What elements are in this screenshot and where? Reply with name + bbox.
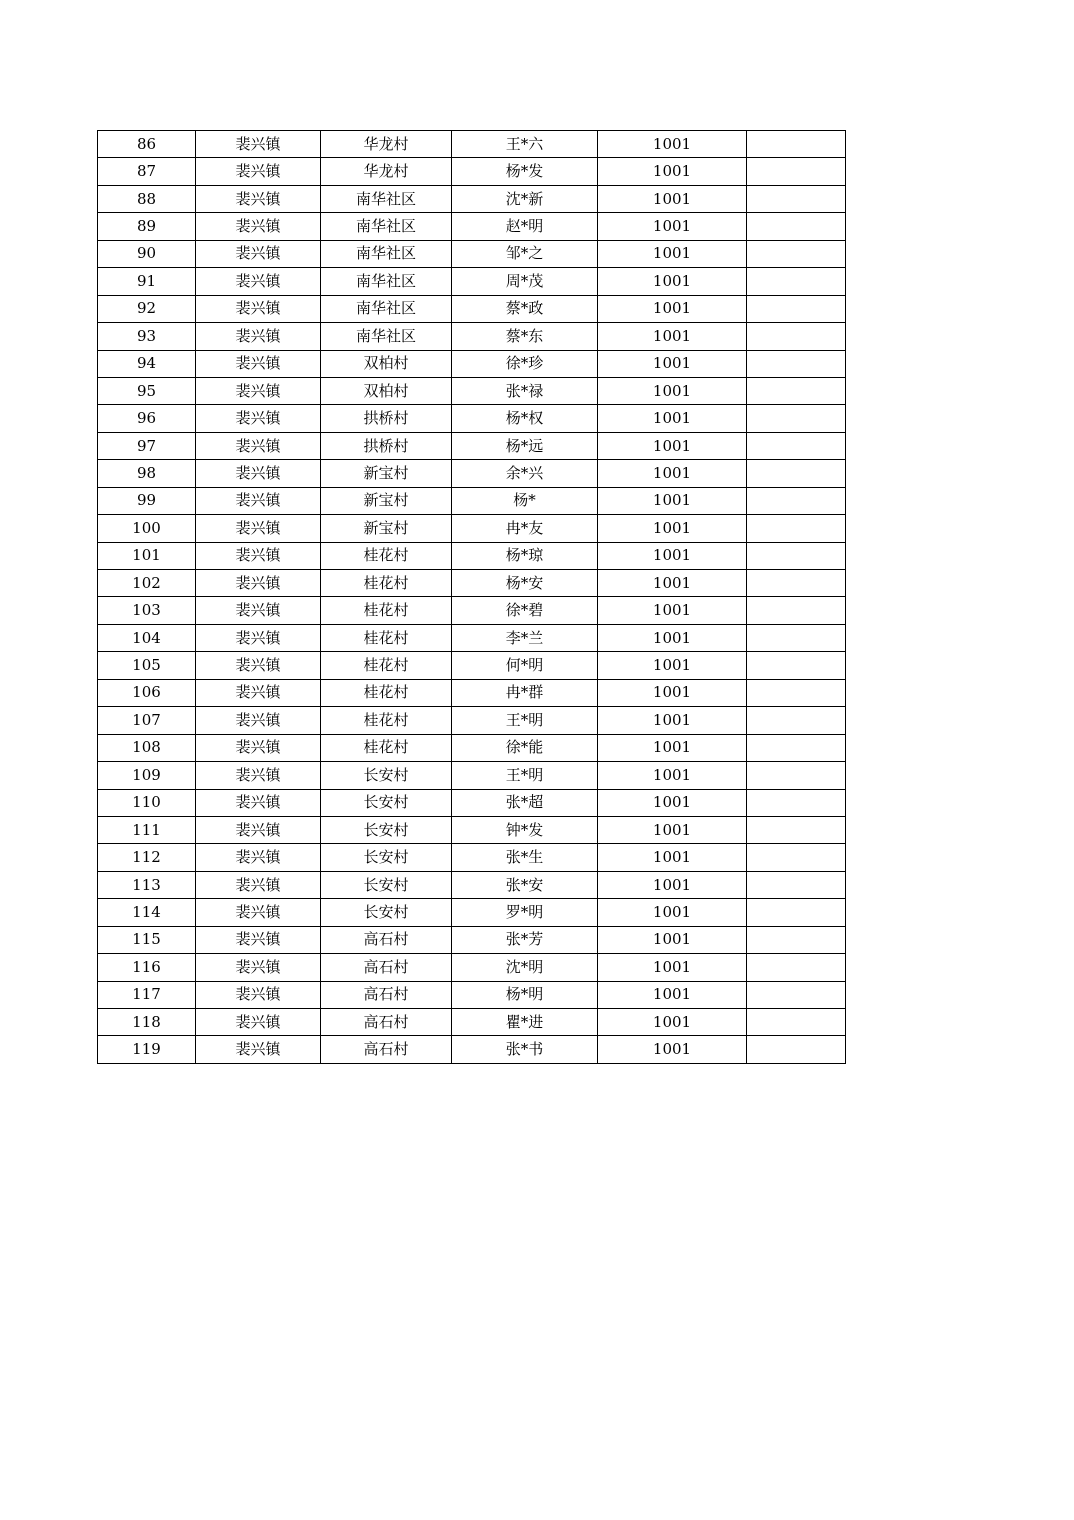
name-cell: 王*明: [452, 707, 598, 734]
amount-cell: 1001: [598, 1009, 747, 1036]
note-cell: [747, 816, 846, 843]
town-cell: 裴兴镇: [196, 240, 321, 267]
note-cell: [747, 899, 846, 926]
name-cell: 李*兰: [452, 624, 598, 651]
village-cell: 长安村: [321, 816, 452, 843]
amount-cell: 1001: [598, 158, 747, 185]
name-cell: 杨*明: [452, 981, 598, 1008]
town-cell: 裴兴镇: [196, 844, 321, 871]
amount-cell: 1001: [598, 734, 747, 761]
town-cell: 裴兴镇: [196, 1009, 321, 1036]
name-cell: 周*茂: [452, 268, 598, 295]
table-row: [98, 350, 846, 377]
serial-number-cell: 109: [98, 762, 196, 789]
village-cell: 拱桥村: [321, 432, 452, 459]
town-cell: 裴兴镇: [196, 542, 321, 569]
amount-cell: 1001: [598, 487, 747, 514]
note-cell: [747, 268, 846, 295]
serial-number-cell: 94: [98, 350, 196, 377]
note-cell: [747, 762, 846, 789]
town-cell: 裴兴镇: [196, 734, 321, 761]
village-cell: 拱桥村: [321, 405, 452, 432]
village-cell: 长安村: [321, 899, 452, 926]
town-cell: 裴兴镇: [196, 323, 321, 350]
serial-number-cell: 86: [98, 131, 196, 158]
name-cell: 冉*友: [452, 515, 598, 542]
name-cell: 杨*发: [452, 158, 598, 185]
serial-number-cell: 101: [98, 542, 196, 569]
serial-number-cell: 93: [98, 323, 196, 350]
town-cell: 裴兴镇: [196, 131, 321, 158]
table-row: [98, 871, 846, 898]
name-cell: 赵*明: [452, 213, 598, 240]
table-row: [98, 816, 846, 843]
name-cell: 杨*琼: [452, 542, 598, 569]
note-cell: [747, 240, 846, 267]
town-cell: 裴兴镇: [196, 871, 321, 898]
town-cell: 裴兴镇: [196, 405, 321, 432]
amount-cell: 1001: [598, 954, 747, 981]
table-row: [98, 323, 846, 350]
name-cell: 王*六: [452, 131, 598, 158]
village-cell: 长安村: [321, 789, 452, 816]
village-cell: 华龙村: [321, 131, 452, 158]
table-row: [98, 377, 846, 404]
town-cell: 裴兴镇: [196, 295, 321, 322]
note-cell: [747, 652, 846, 679]
note-cell: [747, 844, 846, 871]
town-cell: 裴兴镇: [196, 954, 321, 981]
serial-number-cell: 89: [98, 213, 196, 240]
village-cell: 高石村: [321, 954, 452, 981]
town-cell: 裴兴镇: [196, 432, 321, 459]
table-row: [98, 1009, 846, 1036]
amount-cell: 1001: [598, 570, 747, 597]
note-cell: [747, 460, 846, 487]
table-row: [98, 405, 846, 432]
note-cell: [747, 131, 846, 158]
town-cell: 裴兴镇: [196, 926, 321, 953]
village-cell: 桂花村: [321, 679, 452, 706]
name-cell: 余*兴: [452, 460, 598, 487]
town-cell: 裴兴镇: [196, 899, 321, 926]
name-cell: 瞿*进: [452, 1009, 598, 1036]
table-row: [98, 185, 846, 212]
table-row: [98, 597, 846, 624]
amount-cell: 1001: [598, 131, 747, 158]
amount-cell: 1001: [598, 432, 747, 459]
table-row: [98, 295, 846, 322]
amount-cell: 1001: [598, 707, 747, 734]
name-cell: 杨*安: [452, 570, 598, 597]
name-cell: 罗*明: [452, 899, 598, 926]
village-cell: 南华社区: [321, 185, 452, 212]
village-cell: 南华社区: [321, 240, 452, 267]
note-cell: [747, 158, 846, 185]
table-row: [98, 1036, 846, 1063]
town-cell: 裴兴镇: [196, 679, 321, 706]
village-cell: 南华社区: [321, 268, 452, 295]
serial-number-cell: 87: [98, 158, 196, 185]
amount-cell: 1001: [598, 624, 747, 651]
amount-cell: 1001: [598, 213, 747, 240]
table-row: [98, 844, 846, 871]
serial-number-cell: 102: [98, 570, 196, 597]
town-cell: 裴兴镇: [196, 789, 321, 816]
serial-number-cell: 104: [98, 624, 196, 651]
name-cell: 王*明: [452, 762, 598, 789]
town-cell: 裴兴镇: [196, 460, 321, 487]
town-cell: 裴兴镇: [196, 268, 321, 295]
serial-number-cell: 119: [98, 1036, 196, 1063]
village-cell: 长安村: [321, 844, 452, 871]
village-cell: 桂花村: [321, 707, 452, 734]
name-cell: 张*安: [452, 871, 598, 898]
serial-number-cell: 98: [98, 460, 196, 487]
name-cell: 张*超: [452, 789, 598, 816]
town-cell: 裴兴镇: [196, 515, 321, 542]
serial-number-cell: 92: [98, 295, 196, 322]
town-cell: 裴兴镇: [196, 158, 321, 185]
note-cell: [747, 515, 846, 542]
village-cell: 新宝村: [321, 460, 452, 487]
village-cell: 南华社区: [321, 323, 452, 350]
roster-table-body: [98, 131, 846, 1064]
name-cell: 沈*新: [452, 185, 598, 212]
note-cell: [747, 597, 846, 624]
table-row: [98, 624, 846, 651]
town-cell: 裴兴镇: [196, 570, 321, 597]
village-cell: 桂花村: [321, 652, 452, 679]
note-cell: [747, 295, 846, 322]
village-cell: 桂花村: [321, 570, 452, 597]
amount-cell: 1001: [598, 844, 747, 871]
amount-cell: 1001: [598, 597, 747, 624]
town-cell: 裴兴镇: [196, 762, 321, 789]
note-cell: [747, 213, 846, 240]
name-cell: 邹*之: [452, 240, 598, 267]
village-cell: 高石村: [321, 1036, 452, 1063]
serial-number-cell: 97: [98, 432, 196, 459]
town-cell: 裴兴镇: [196, 350, 321, 377]
table-row: [98, 268, 846, 295]
amount-cell: 1001: [598, 1036, 747, 1063]
village-cell: 双柏村: [321, 377, 452, 404]
name-cell: 徐*碧: [452, 597, 598, 624]
note-cell: [747, 185, 846, 212]
village-cell: 高石村: [321, 1009, 452, 1036]
village-cell: 长安村: [321, 871, 452, 898]
note-cell: [747, 707, 846, 734]
table-row: [98, 542, 846, 569]
table-row: [98, 707, 846, 734]
note-cell: [747, 871, 846, 898]
village-cell: 桂花村: [321, 734, 452, 761]
town-cell: 裴兴镇: [196, 624, 321, 651]
name-cell: 蔡*东: [452, 323, 598, 350]
amount-cell: 1001: [598, 268, 747, 295]
name-cell: 张*芳: [452, 926, 598, 953]
table-row: [98, 789, 846, 816]
roster-table: [97, 130, 846, 1064]
village-cell: 桂花村: [321, 597, 452, 624]
village-cell: 南华社区: [321, 213, 452, 240]
amount-cell: 1001: [598, 981, 747, 1008]
note-cell: [747, 377, 846, 404]
name-cell: 蔡*政: [452, 295, 598, 322]
town-cell: 裴兴镇: [196, 1036, 321, 1063]
amount-cell: 1001: [598, 515, 747, 542]
name-cell: 冉*群: [452, 679, 598, 706]
note-cell: [747, 789, 846, 816]
name-cell: 张*禄: [452, 377, 598, 404]
serial-number-cell: 96: [98, 405, 196, 432]
serial-number-cell: 105: [98, 652, 196, 679]
table-row: [98, 899, 846, 926]
name-cell: 徐*珍: [452, 350, 598, 377]
table-row: [98, 460, 846, 487]
serial-number-cell: 114: [98, 899, 196, 926]
village-cell: 新宝村: [321, 515, 452, 542]
town-cell: 裴兴镇: [196, 185, 321, 212]
note-cell: [747, 323, 846, 350]
note-cell: [747, 1036, 846, 1063]
village-cell: 长安村: [321, 762, 452, 789]
table-row: [98, 762, 846, 789]
serial-number-cell: 107: [98, 707, 196, 734]
amount-cell: 1001: [598, 460, 747, 487]
amount-cell: 1001: [598, 652, 747, 679]
serial-number-cell: 118: [98, 1009, 196, 1036]
serial-number-cell: 88: [98, 185, 196, 212]
serial-number-cell: 111: [98, 816, 196, 843]
town-cell: 裴兴镇: [196, 213, 321, 240]
amount-cell: 1001: [598, 899, 747, 926]
table-row: [98, 432, 846, 459]
name-cell: 钟*发: [452, 816, 598, 843]
serial-number-cell: 116: [98, 954, 196, 981]
note-cell: [747, 981, 846, 1008]
village-cell: 高石村: [321, 926, 452, 953]
amount-cell: 1001: [598, 323, 747, 350]
name-cell: 何*明: [452, 652, 598, 679]
amount-cell: 1001: [598, 789, 747, 816]
table-row: [98, 515, 846, 542]
serial-number-cell: 91: [98, 268, 196, 295]
serial-number-cell: 100: [98, 515, 196, 542]
table-row: [98, 981, 846, 1008]
name-cell: 张*书: [452, 1036, 598, 1063]
amount-cell: 1001: [598, 926, 747, 953]
name-cell: 杨*: [452, 487, 598, 514]
table-row: [98, 213, 846, 240]
town-cell: 裴兴镇: [196, 652, 321, 679]
village-cell: 南华社区: [321, 295, 452, 322]
note-cell: [747, 1009, 846, 1036]
town-cell: 裴兴镇: [196, 981, 321, 1008]
village-cell: 双柏村: [321, 350, 452, 377]
note-cell: [747, 954, 846, 981]
town-cell: 裴兴镇: [196, 377, 321, 404]
table-row: [98, 734, 846, 761]
town-cell: 裴兴镇: [196, 487, 321, 514]
amount-cell: 1001: [598, 377, 747, 404]
table-row: [98, 131, 846, 158]
amount-cell: 1001: [598, 240, 747, 267]
note-cell: [747, 405, 846, 432]
serial-number-cell: 112: [98, 844, 196, 871]
table-row: [98, 652, 846, 679]
village-cell: 桂花村: [321, 542, 452, 569]
serial-number-cell: 95: [98, 377, 196, 404]
town-cell: 裴兴镇: [196, 816, 321, 843]
serial-number-cell: 110: [98, 789, 196, 816]
village-cell: 华龙村: [321, 158, 452, 185]
name-cell: 沈*明: [452, 954, 598, 981]
note-cell: [747, 926, 846, 953]
amount-cell: 1001: [598, 185, 747, 212]
serial-number-cell: 115: [98, 926, 196, 953]
note-cell: [747, 734, 846, 761]
note-cell: [747, 624, 846, 651]
name-cell: 徐*能: [452, 734, 598, 761]
serial-number-cell: 117: [98, 981, 196, 1008]
amount-cell: 1001: [598, 762, 747, 789]
town-cell: 裴兴镇: [196, 707, 321, 734]
note-cell: [747, 432, 846, 459]
table-row: [98, 954, 846, 981]
amount-cell: 1001: [598, 679, 747, 706]
village-cell: 新宝村: [321, 487, 452, 514]
serial-number-cell: 108: [98, 734, 196, 761]
name-cell: 杨*远: [452, 432, 598, 459]
name-cell: 张*生: [452, 844, 598, 871]
table-row: [98, 158, 846, 185]
note-cell: [747, 542, 846, 569]
serial-number-cell: 106: [98, 679, 196, 706]
table-row: [98, 679, 846, 706]
amount-cell: 1001: [598, 405, 747, 432]
serial-number-cell: 103: [98, 597, 196, 624]
note-cell: [747, 350, 846, 377]
serial-number-cell: 113: [98, 871, 196, 898]
amount-cell: 1001: [598, 350, 747, 377]
note-cell: [747, 570, 846, 597]
table-row: [98, 240, 846, 267]
amount-cell: 1001: [598, 871, 747, 898]
village-cell: 桂花村: [321, 624, 452, 651]
amount-cell: 1001: [598, 542, 747, 569]
serial-number-cell: 99: [98, 487, 196, 514]
serial-number-cell: 90: [98, 240, 196, 267]
note-cell: [747, 679, 846, 706]
note-cell: [747, 487, 846, 514]
name-cell: 杨*权: [452, 405, 598, 432]
amount-cell: 1001: [598, 816, 747, 843]
table-row: [98, 570, 846, 597]
village-cell: 高石村: [321, 981, 452, 1008]
table-row: [98, 926, 846, 953]
town-cell: 裴兴镇: [196, 597, 321, 624]
amount-cell: 1001: [598, 295, 747, 322]
table-row: [98, 487, 846, 514]
